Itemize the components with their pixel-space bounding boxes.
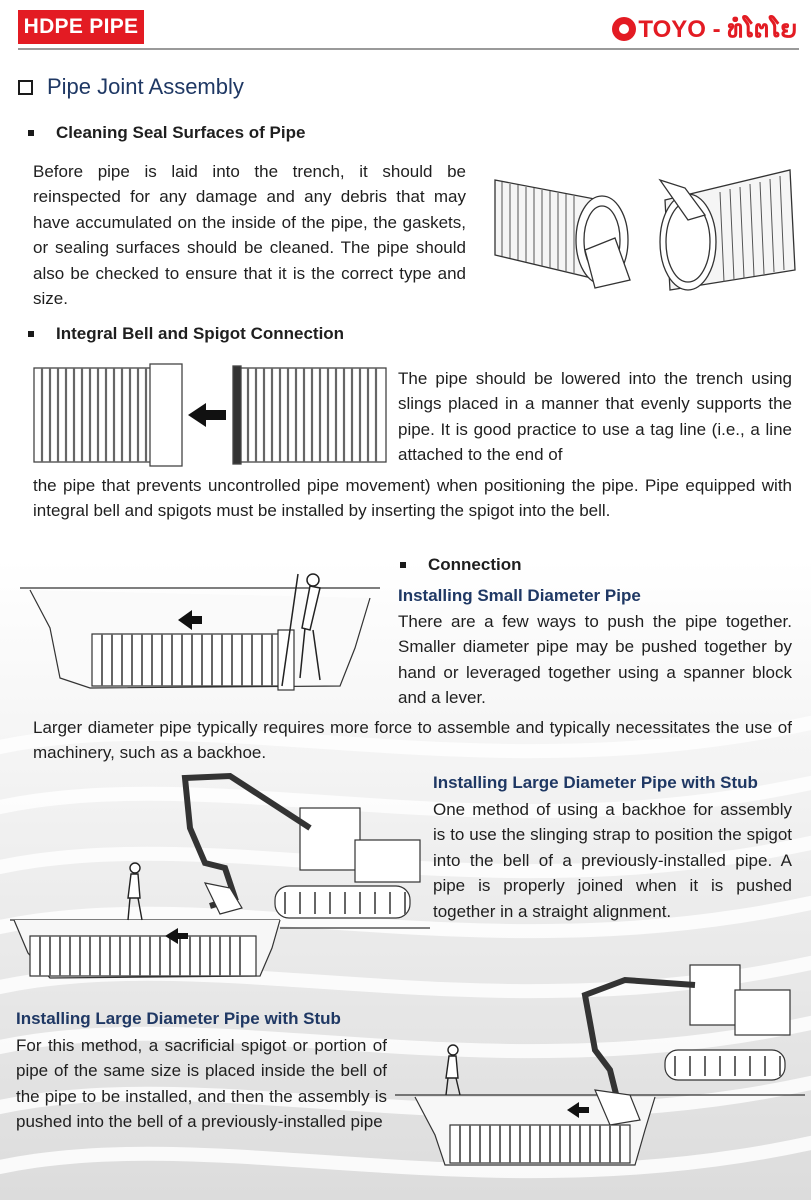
small-pipe-title: Installing Small Diameter Pipe xyxy=(398,586,641,605)
connection-heading-text: Connection xyxy=(428,555,522,574)
backhoe-strap-illustration xyxy=(10,768,430,993)
larger-pipe-note: Larger diameter pipe typically requires more force to assemble and typically necessitates the use of machinery, such as a backhoe. xyxy=(33,718,792,763)
small-pipe-paragraph: There are a few ways to push the pipe together. Smaller diameter pipe may be pushed together by hand or leveraged together using a spanner block and a lever. xyxy=(398,612,792,708)
square-bullet-icon xyxy=(400,562,406,568)
left-arrow-icon xyxy=(188,403,226,427)
small-pipe-trench-illustration xyxy=(20,568,390,703)
header-divider xyxy=(18,48,799,50)
cleaning-paragraph: Before pipe is laid into the trench, it should be reinspected for any damage and any debris that may have accumulated on the inside of the pipe, the gaskets, or sealing surfaces should be cleaned. The pipe should also be checked to ensure that it is the correct type and size. xyxy=(33,162,466,309)
brand-name: TOYO - ທໍ່ໂຕໂຍ xyxy=(638,15,797,43)
bell-spigot-illustration xyxy=(30,360,390,470)
checkbox-bullet-icon xyxy=(18,80,33,95)
square-bullet-icon xyxy=(28,331,34,337)
large-pipe-strap-title: Installing Large Diameter Pipe with Stub xyxy=(433,773,758,792)
integral-paragraph-full: the pipe that prevents uncontrolled pipe movement) when positioning the pipe. Pipe equipped with integral bell and spigots must be installed by inserting the spigot into the bell. xyxy=(33,476,792,521)
section-title-text: Pipe Joint Assembly xyxy=(47,74,244,99)
large-pipe-strap-paragraph: One method of using a backhoe for assembly is to use the slinging strap to position the spigot into the bell of a previously-installed pipe. A pipe is properly joined when it is pushed together in a straight alignment. xyxy=(433,800,792,921)
header-badge: HDPE PIPE xyxy=(18,10,144,44)
square-bullet-icon xyxy=(28,130,34,136)
toyo-logo-icon xyxy=(612,17,636,41)
backhoe-stub-illustration xyxy=(395,960,805,1170)
integral-paragraph-right: The pipe should be lowered into the trench using slings placed in a manner that evenly supports the pipe. It is good practice to use a tag line (i.e., a line attached to the end of xyxy=(398,369,792,465)
large-pipe-stub-title: Installing Large Diameter Pipe with Stub xyxy=(16,1009,341,1028)
cleaning-heading-text: Cleaning Seal Surfaces of Pipe xyxy=(56,123,306,142)
connection-heading xyxy=(400,555,522,575)
integral-heading xyxy=(28,324,344,344)
pipe-cleaning-illustration xyxy=(490,160,805,295)
large-pipe-stub-paragraph: For this method, a sacrificial spigot or portion of pipe of the same size is placed inside the bell of the pipe to be installed, and then the assembly is pushed into the bell of a previously-installed pipe xyxy=(16,1036,387,1132)
brand-logo xyxy=(612,12,797,46)
cleaning-heading xyxy=(28,123,305,143)
integral-heading-text: Integral Bell and Spigot Connection xyxy=(56,324,345,343)
section-title xyxy=(18,74,244,100)
